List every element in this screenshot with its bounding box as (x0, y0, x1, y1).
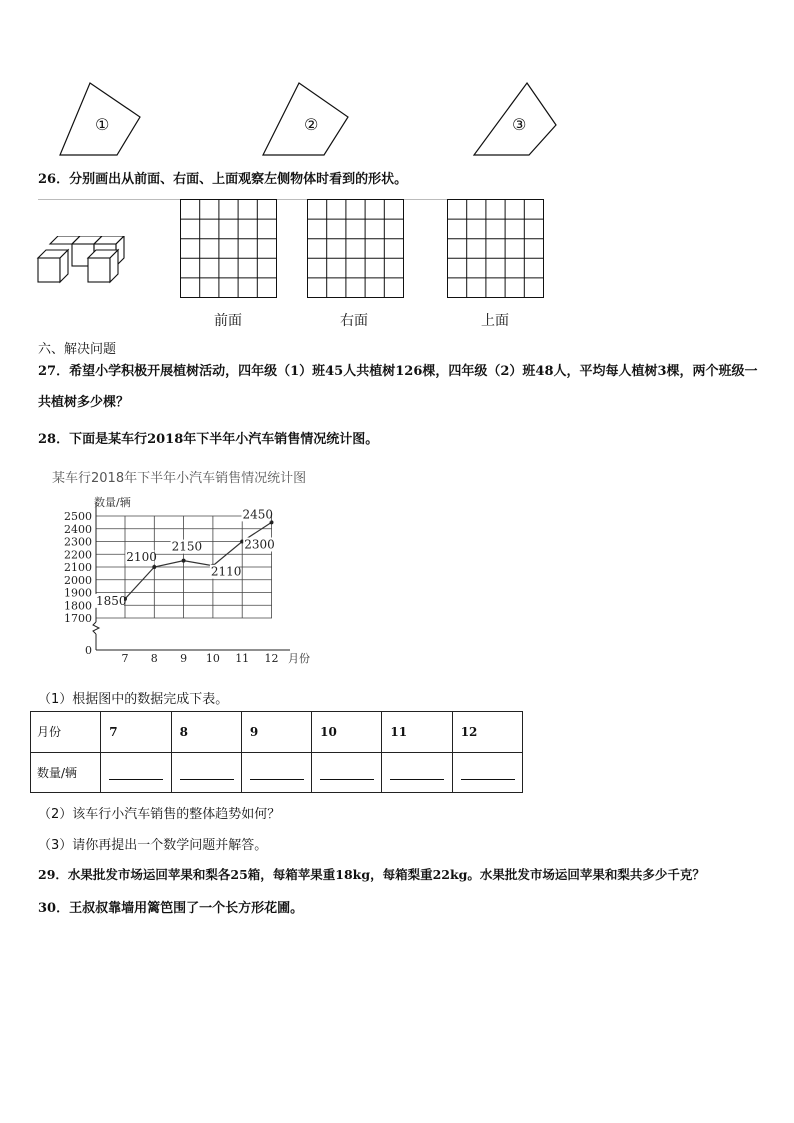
table-cell-month: 10 (312, 712, 382, 753)
chart-y-tick-label: 2100 (64, 561, 92, 574)
chart-data-label: 2300 (244, 537, 275, 552)
chart-point (152, 565, 156, 569)
shape-3-label: ③ (512, 115, 527, 134)
table-answer-blank[interactable] (382, 752, 452, 793)
chart-data-label: 1850 (96, 593, 127, 608)
grid-label-top: 上面 (481, 313, 509, 329)
question-26: 26．分别画出从前面、右面、上面观察左侧物体时看到的形状。 (38, 172, 408, 187)
table-cell-month: 8 (171, 712, 241, 753)
chart-y-tick-label: 2300 (64, 535, 92, 549)
chart-ylabel: 数量/辆 (94, 496, 131, 509)
shape-1-label: ① (95, 115, 110, 134)
sales-table (30, 711, 523, 793)
chart-y-tick-label: 1700 (64, 612, 92, 625)
question-28-sub1: （1）根据图中的数据完成下表。 (38, 692, 229, 707)
chart-x-tick-label: 7 (121, 652, 129, 665)
chart-title: 某车行2018年下半年小汽车销售情况统计图 (52, 471, 307, 486)
table-answer-blank[interactable] (452, 752, 522, 793)
chart-x-tick-label: 11 (235, 652, 250, 665)
question-27: 27．希望小学积极开展植树活动，四年级（1）班45人共植树126棵，四年级（2）班48人，平均每人植树3棵，两个班级一共植树多少棵？ (38, 364, 758, 410)
table-header-quantity: 数量/辆 (31, 752, 101, 793)
section-6-title: 六、解决问题 (38, 342, 117, 357)
chart-y-tick-label: 0 (85, 644, 92, 657)
question-29: 29．水果批发市场运回苹果和梨各25箱，每箱苹果重18kg，每箱梨重22kg。水果批发市场运回苹果和梨共多少千克？ (38, 867, 705, 882)
chart-data-label: 2110 (210, 564, 242, 579)
grid-right[interactable] (307, 199, 405, 299)
table-header-month: 月份 (31, 712, 101, 753)
chart-data-label: 2150 (171, 539, 203, 554)
sales-line-chart (50, 492, 330, 672)
chart-y-tick-label: 2000 (64, 573, 92, 587)
chart-y-ticks (64, 510, 92, 657)
table-answer-blank[interactable] (312, 752, 382, 793)
table-cell-month: 7 (101, 712, 171, 753)
question-28-sub3: （3）请你再提出一个数学问题并解答。 (38, 838, 268, 853)
table-row-quantity (31, 752, 523, 793)
shape-2-label: ② (304, 115, 319, 134)
chart-x-tick-label: 10 (205, 652, 220, 665)
chart-y-tick-label: 1900 (64, 586, 92, 600)
table-cell-month: 12 (452, 712, 522, 753)
table-cell-month: 11 (382, 712, 452, 753)
grid-top[interactable] (447, 199, 545, 299)
chart-x-ticks (122, 652, 279, 665)
grid-label-front: 前面 (214, 313, 242, 329)
chart-y-tick-label: 1800 (64, 599, 92, 613)
chart-axis-break (93, 622, 99, 634)
chart-y-tick-label: 2400 (64, 522, 92, 536)
grid-label-right: 右面 (340, 313, 368, 329)
chart-data-label: 2450 (242, 507, 274, 522)
table-answer-blank[interactable] (171, 752, 241, 793)
chart-y-tick-label: 2200 (64, 548, 92, 562)
chart-x-tick-label: 9 (180, 652, 188, 665)
table-cell-month: 9 (241, 712, 311, 753)
chart-point (182, 559, 186, 563)
question-30: 30．王叔叔靠墙用篱笆围了一个长方形花圃。 (38, 901, 304, 916)
chart-grid (93, 502, 290, 650)
question-28-sub2: （2）该车行小汽车销售的整体趋势如何？ (38, 807, 281, 822)
table-answer-blank[interactable] (241, 752, 311, 793)
chart-data-label: 2100 (126, 550, 157, 564)
chart-y-tick-label: 2500 (64, 510, 92, 523)
chart-x-tick-label: 12 (264, 652, 279, 665)
grid-front[interactable] (180, 199, 278, 299)
chart-x-tick-label: 8 (150, 652, 158, 665)
cube-figure (36, 236, 136, 286)
table-answer-blank[interactable] (101, 752, 171, 793)
table-row-months (31, 712, 523, 753)
shapes-row (0, 75, 794, 165)
question-28: 28．下面是某车行2018年下半年小汽车销售情况统计图。 (38, 432, 379, 447)
chart-xlabel: 月份 (288, 652, 310, 665)
